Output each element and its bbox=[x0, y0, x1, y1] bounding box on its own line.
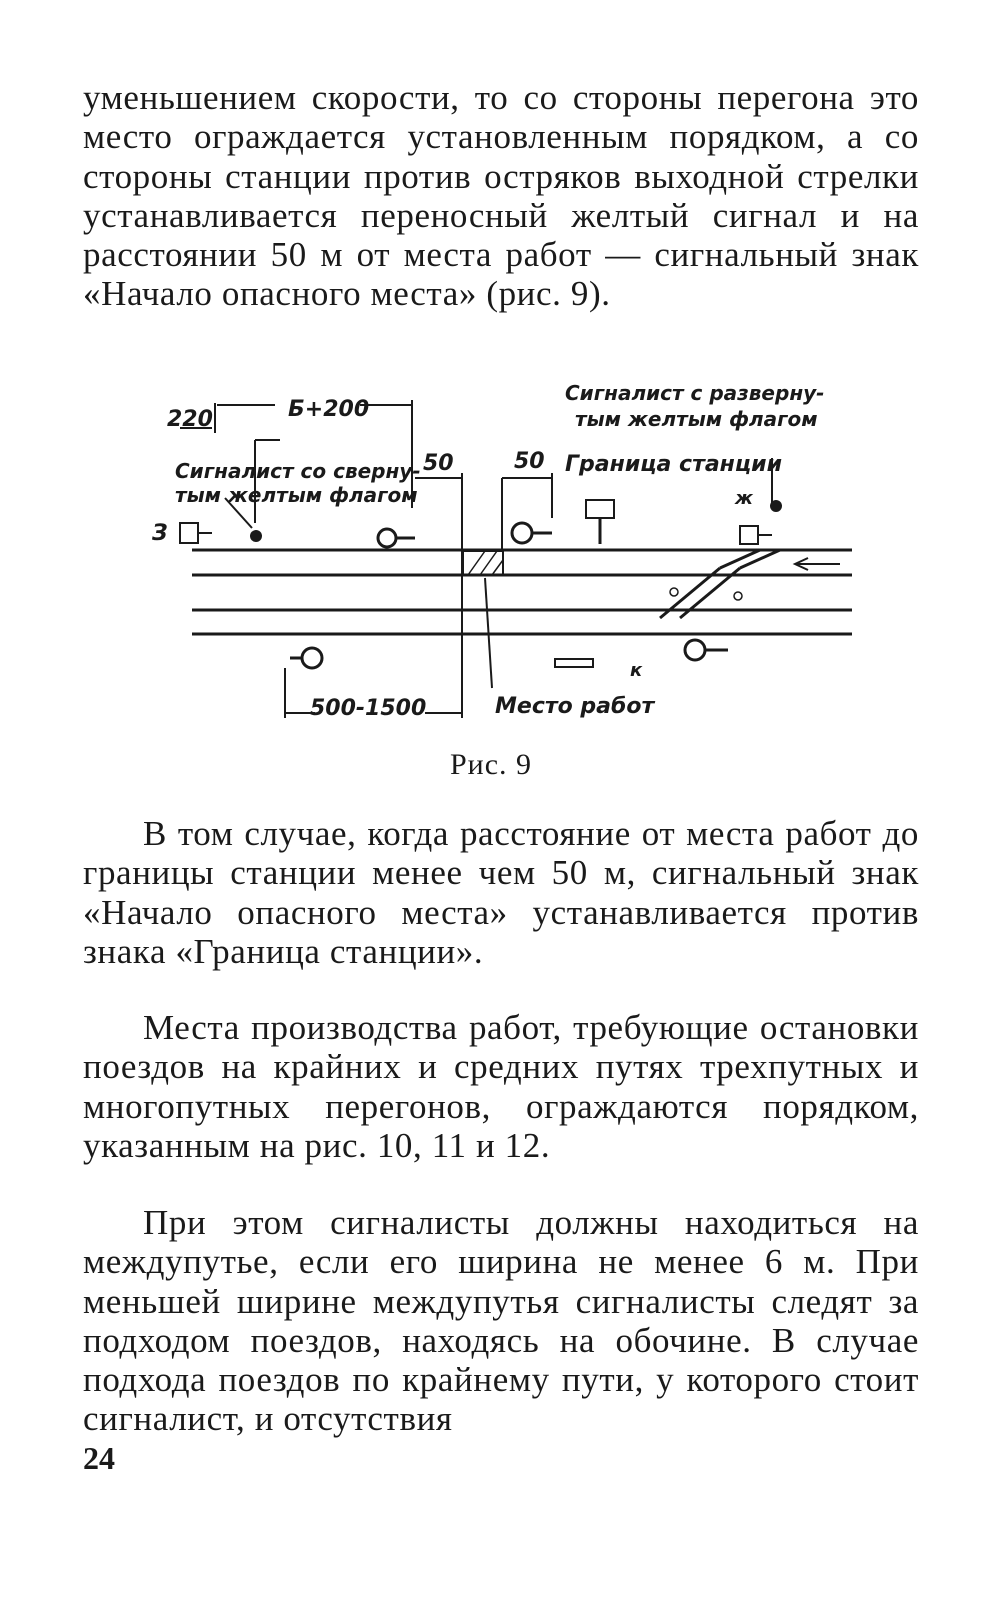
label-signalman-unfolded-1: Сигналист с разверну- bbox=[565, 381, 825, 405]
paragraph-4: При этом сигналисты должны находиться на междупутье, если его ширина не менее 6 м. При меньшей ширине междупутья сигналисты следят за подходом поездов, находясь на обочине. В случае подхода поездов по крайнему пути, у которого стоит сигналист, и отсутствия bbox=[83, 1203, 919, 1439]
label-signalman-folded-2: тым желтым флагом bbox=[175, 483, 418, 507]
track-diagram-svg bbox=[140, 378, 860, 728]
signal-disc-bottom-left bbox=[302, 648, 322, 668]
label-mark-k: к bbox=[630, 660, 643, 681]
label-work-place: Место работ bbox=[495, 694, 655, 719]
station-border-sign bbox=[586, 500, 614, 518]
signal-3 bbox=[180, 523, 198, 543]
label-50-right: 50 bbox=[514, 449, 545, 474]
label-220: 220 bbox=[167, 407, 213, 432]
paragraph-3: Места производства работ, требующие остановки поездов на крайних и средних путях трехпутных и многопутных перегонов, ограждаются порядком, указанным на рис. 10, 11 и 12. bbox=[83, 1008, 919, 1165]
label-station-border: Граница станции bbox=[565, 452, 783, 477]
sign-k bbox=[555, 659, 593, 667]
signal-disc-right bbox=[512, 523, 532, 543]
page-number: 24 bbox=[83, 1440, 115, 1476]
label-signalman-folded-1: Сигналист со сверну- bbox=[175, 459, 421, 483]
label-signalman-unfolded-2: тым желтым флагом bbox=[575, 407, 818, 431]
label-b200: Б+200 bbox=[288, 397, 370, 422]
label-50-left: 50 bbox=[423, 451, 454, 476]
signal-disc-bottom-right bbox=[685, 640, 705, 660]
figure-caption: Рис. 9 bbox=[449, 748, 533, 781]
label-mark-zh: ж bbox=[735, 488, 753, 509]
paragraph-2: В том случае, когда расстояние от места работ до границы станции менее чем 50 м, сигнальный знак «Начало опасного места» устанавливается против знака «Граница станции». bbox=[83, 814, 919, 971]
signal-right bbox=[740, 526, 758, 544]
figure-9-diagram bbox=[140, 378, 860, 728]
paragraph-1: уменьшением скорости, то со стороны перегона это место ограждается установленным порядком, а со стороны станции против остряков выходной стрелки устанавливается переносный желтый сигнал и на расстоянии 50 м от места работ — сигнальный знак «Начало опасного места» (рис. 9). bbox=[83, 78, 919, 314]
label-500-1500: 500-1500 bbox=[310, 696, 427, 721]
label-mark-z: З bbox=[152, 521, 168, 546]
signal-disc-left bbox=[378, 529, 396, 547]
